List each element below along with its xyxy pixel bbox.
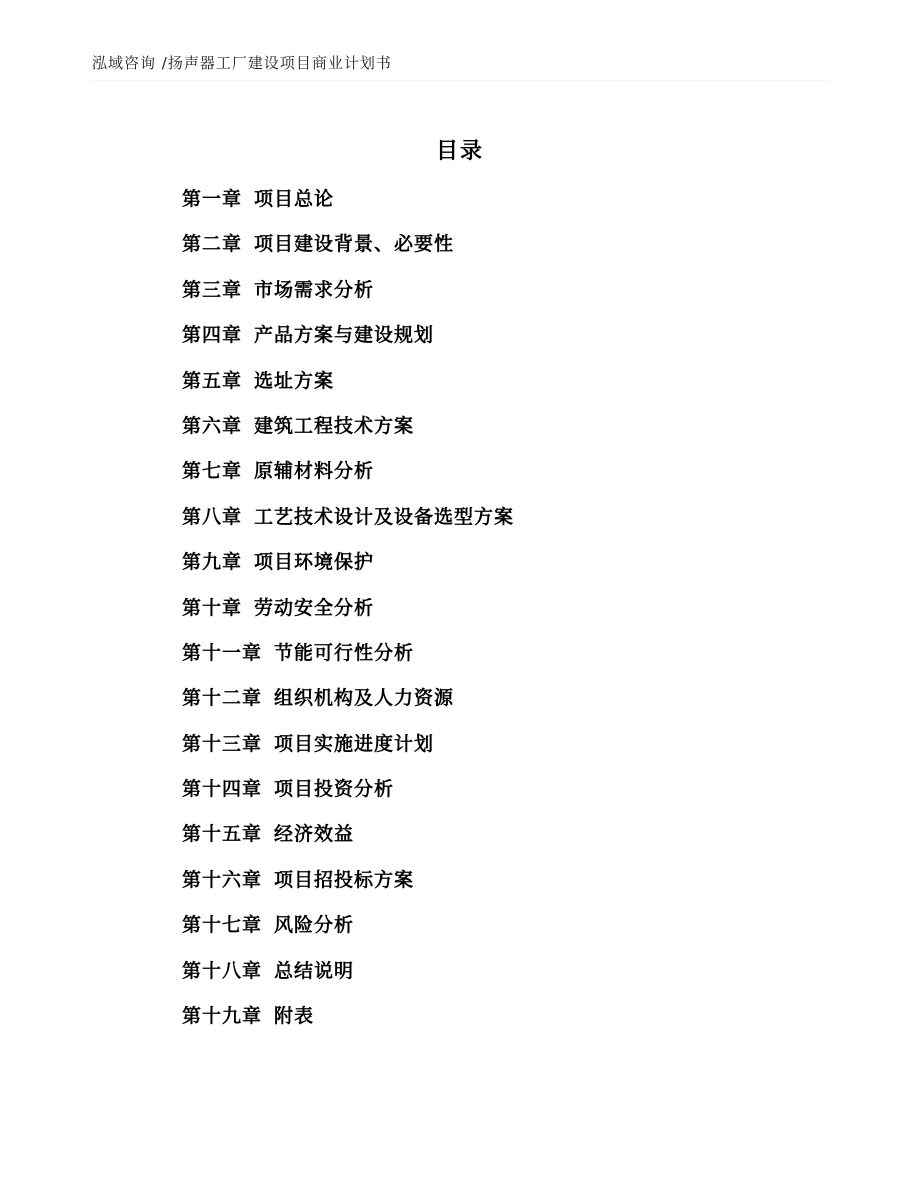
toc-item xyxy=(182,908,514,953)
toc-chapter-number: 第十七章 xyxy=(182,914,263,937)
toc-chapter-title: 产品方案与建设规划 xyxy=(254,324,435,347)
toc-chapter-title: 项目投资分析 xyxy=(274,778,395,801)
toc-chapter-number: 第七章 xyxy=(182,460,243,483)
toc-chapter-number: 第十六章 xyxy=(182,868,263,891)
toc-item xyxy=(182,772,514,817)
toc-chapter-number: 第一章 xyxy=(182,188,243,210)
table-of-contents xyxy=(182,182,514,1044)
toc-item xyxy=(182,681,514,726)
toc-chapter-number: 第十四章 xyxy=(182,778,263,801)
toc-chapter-title: 项目环境保护 xyxy=(254,551,375,574)
toc-item xyxy=(182,364,514,409)
toc-item xyxy=(182,454,514,499)
toc-chapter-number: 第八章 xyxy=(182,505,243,528)
toc-chapter-title: 风险分析 xyxy=(274,914,355,937)
toc-item xyxy=(182,273,514,318)
toc-chapter-title: 组织机构及人力资源 xyxy=(274,687,455,710)
toc-item xyxy=(182,409,514,454)
toc-item xyxy=(182,863,514,908)
toc-chapter-title: 经济效益 xyxy=(274,823,355,846)
toc-chapter-number: 第九章 xyxy=(182,551,243,574)
toc-chapter-title: 市场需求分析 xyxy=(254,278,375,301)
toc-chapter-number: 第三章 xyxy=(182,278,243,301)
toc-chapter-number: 第十二章 xyxy=(182,687,263,710)
toc-chapter-title: 选址方案 xyxy=(254,369,335,392)
toc-chapter-title: 原辅材料分析 xyxy=(254,460,375,483)
toc-chapter-number: 第十一章 xyxy=(182,641,263,664)
toc-item xyxy=(182,500,514,545)
toc-chapter-title: 建筑工程技术方案 xyxy=(254,414,415,437)
toc-chapter-number: 第十章 xyxy=(182,596,243,619)
page-header: 泓域咨询 /扬声器工厂建设项目商业计划书 xyxy=(92,54,392,72)
toc-item xyxy=(182,591,514,636)
toc-chapter-number: 第四章 xyxy=(182,324,243,347)
toc-chapter-title: 项目建设背景、必要性 xyxy=(254,233,455,256)
header-divider xyxy=(92,80,828,81)
toc-item xyxy=(182,227,514,272)
toc-item xyxy=(182,727,514,772)
toc-chapter-number: 第二章 xyxy=(182,233,243,256)
toc-chapter-title: 节能可行性分析 xyxy=(274,641,415,664)
toc-chapter-title: 劳动安全分析 xyxy=(254,596,375,619)
toc-chapter-number: 第十三章 xyxy=(182,732,263,755)
toc-chapter-number: 第十五章 xyxy=(182,823,263,846)
toc-chapter-number: 第十八章 xyxy=(182,959,263,982)
toc-item xyxy=(182,999,514,1044)
toc-chapter-title: 项目实施进度计划 xyxy=(274,732,435,755)
toc-chapter-number: 第十九章 xyxy=(182,1005,263,1028)
toc-item xyxy=(182,182,514,227)
toc-item xyxy=(182,954,514,999)
toc-item xyxy=(182,636,514,681)
toc-item xyxy=(182,817,514,862)
toc-chapter-title: 总结说明 xyxy=(274,959,355,982)
toc-chapter-title: 项目招投标方案 xyxy=(274,868,415,891)
toc-chapter-title: 项目总论 xyxy=(254,188,335,210)
toc-chapter-number: 第六章 xyxy=(182,414,243,437)
toc-chapter-number: 第五章 xyxy=(182,369,243,392)
toc-chapter-title: 附表 xyxy=(274,1005,315,1028)
toc-item xyxy=(182,318,514,363)
toc-chapter-title: 工艺技术设计及设备选型方案 xyxy=(254,505,515,528)
page-title: 目录 xyxy=(435,139,484,164)
toc-item xyxy=(182,545,514,590)
